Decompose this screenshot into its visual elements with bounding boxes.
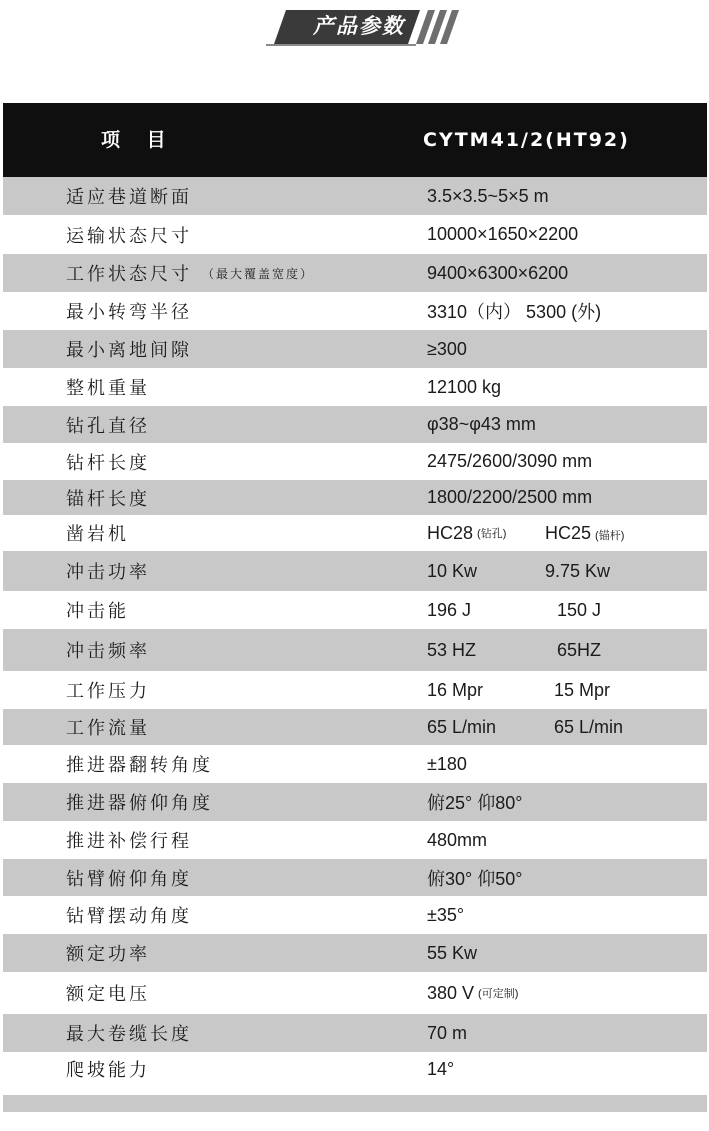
row-label: [66, 629, 150, 671]
row-value-secondary: [554, 680, 610, 701]
row-label-text: 凿岩机: [66, 524, 129, 545]
row-label-text: 最大卷缆长度: [66, 1024, 192, 1045]
table-row: [3, 368, 707, 406]
row-label-text: 额定电压: [66, 984, 150, 1005]
row-value: [427, 709, 624, 745]
row-label: [66, 177, 192, 215]
row-value-text: ±35°: [427, 904, 465, 925]
row-value-note: (钻孔): [477, 528, 507, 540]
row-value: [427, 330, 467, 368]
table-row: [3, 859, 707, 896]
row-value-secondary-text: 65HZ: [557, 639, 602, 660]
row-value-secondary: [557, 640, 601, 661]
row-value: [427, 934, 477, 972]
row-label: [66, 515, 129, 551]
row-value-text: 65 L/min: [427, 716, 497, 737]
table-row: [3, 406, 707, 443]
row-label-text: 推进器翻转角度: [66, 755, 213, 776]
row-value-secondary-note: (锚杆): [595, 529, 625, 542]
row-label-text: 冲击功率: [66, 562, 150, 583]
row-label-text: 额定功率: [66, 944, 150, 965]
table-row: [3, 896, 707, 934]
row-value-text: HC28: [427, 522, 474, 543]
row-value-text: 3.5×3.5~5×5 m: [427, 185, 549, 206]
row-value-text: 2475/2600/3090 mm: [427, 451, 593, 471]
row-label-text: 冲击能: [66, 601, 129, 622]
row-label: [66, 591, 129, 629]
column-header-model: CYTM41/2(HT92): [423, 129, 630, 151]
row-value: [427, 368, 501, 406]
spec-table: [3, 103, 707, 1086]
table-row: [3, 292, 707, 330]
row-label: [66, 1052, 150, 1086]
row-label-text: 最小转弯半径: [66, 302, 192, 323]
row-value-secondary: [554, 717, 623, 738]
row-value-text: 10000×1650×2200: [427, 224, 579, 244]
row-label: [66, 480, 150, 515]
row-value-secondary: [557, 600, 601, 621]
row-label-text: 钻臂摆动角度: [66, 906, 192, 927]
table-row: [3, 783, 707, 821]
table-row: [3, 591, 707, 629]
row-label: [66, 745, 213, 783]
row-label-text: 工作压力: [66, 681, 150, 702]
row-value-text: ±180: [427, 753, 467, 774]
row-label-text: 推进器俯仰角度: [66, 793, 213, 814]
row-value: [427, 821, 487, 859]
row-value: [427, 215, 578, 254]
section-title: 产品参数: [313, 14, 405, 38]
row-label-text: 钻臂俯仰角度: [66, 868, 192, 890]
table-row: [3, 480, 707, 515]
row-label-text: 工作流量: [66, 718, 150, 739]
row-value-text: 55 Kw: [427, 942, 478, 963]
row-label-text: 整机重量: [66, 378, 150, 399]
row-value: [427, 177, 549, 215]
row-label: [66, 254, 314, 292]
table-row: [3, 671, 707, 709]
row-label-text: 锚杆长度: [66, 488, 150, 510]
row-value-secondary: [545, 523, 624, 544]
table-row: [3, 177, 707, 215]
row-value: [427, 629, 602, 671]
row-label: [66, 972, 150, 1014]
row-label-text: 工作状态尺寸: [66, 264, 192, 285]
row-value-secondary-text: 65 L/min: [554, 716, 624, 737]
row-value: [427, 406, 536, 443]
table-row: [3, 515, 707, 551]
row-value-text: 3310（内） 5300 (外): [427, 302, 602, 322]
row-value-secondary-text: 9.75 Kw: [545, 560, 611, 581]
row-label: [66, 859, 192, 896]
row-value: [427, 591, 602, 629]
row-value-text: 俯25° 仰80°: [427, 793, 523, 813]
row-value-text: 53 HZ: [427, 639, 477, 660]
row-value-secondary: [545, 561, 610, 582]
row-value-text: 480mm: [427, 829, 488, 850]
row-label-text: 推进补偿行程: [66, 831, 192, 852]
row-value-secondary-text: 15 Mpr: [554, 679, 611, 700]
table-footer-bar: [3, 1095, 707, 1112]
row-value: [427, 783, 522, 821]
table-row: [3, 551, 707, 591]
row-value-text: 俯30° 仰50°: [427, 868, 523, 889]
row-value-text: 16 Mpr: [427, 679, 484, 700]
table-row: [3, 215, 707, 254]
row-value: [427, 551, 611, 591]
row-label-text: 钻孔直径: [66, 415, 150, 437]
row-label: [66, 443, 150, 480]
row-label: [66, 1014, 192, 1052]
table-row: [3, 709, 707, 745]
row-value-text: 196 J: [427, 599, 472, 620]
row-value-text: 12100 kg: [427, 376, 502, 397]
table-row: [3, 330, 707, 368]
row-label: [66, 551, 150, 591]
row-label: [66, 671, 150, 709]
table-row: [3, 821, 707, 859]
row-value-text: 1800/2200/2500 mm: [427, 487, 593, 507]
row-value: [427, 1014, 467, 1052]
row-value-secondary-text: 150 J: [557, 599, 602, 620]
row-value-secondary-text: HC25: [545, 522, 592, 543]
row-label: [66, 783, 213, 821]
row-label-text: 适应巷道断面: [66, 187, 192, 208]
row-label: [66, 292, 192, 330]
row-value-note: (可定制): [478, 988, 519, 1000]
row-value-text: φ38~φ43 mm: [427, 414, 536, 434]
row-value-text: 9400×6300×6200: [427, 262, 569, 283]
banner-underline: [266, 44, 416, 46]
table-row: [3, 629, 707, 671]
row-value: [427, 896, 464, 934]
row-value: [427, 254, 568, 292]
row-label: [66, 330, 192, 368]
table-row: [3, 745, 707, 783]
table-row: [3, 972, 707, 1014]
row-value-text: ≥300: [427, 338, 467, 359]
row-value: [427, 1052, 454, 1086]
row-value-text: 14°: [427, 1058, 455, 1079]
row-label-text: 最小离地间隙: [66, 340, 192, 361]
row-label: [66, 215, 192, 254]
row-value: [427, 745, 467, 783]
table-row: [3, 254, 707, 292]
row-value: [427, 972, 518, 1014]
table-body: [3, 177, 707, 1086]
row-value: [427, 859, 522, 896]
table-row: [3, 1052, 707, 1086]
row-label: [66, 368, 150, 406]
row-label: [66, 896, 192, 934]
row-value: [427, 671, 611, 709]
row-value: [427, 292, 601, 330]
row-label-text: 冲击频率: [66, 641, 150, 662]
row-label: [66, 934, 150, 972]
table-row: [3, 1014, 707, 1052]
row-label: [66, 406, 150, 443]
row-value: [427, 515, 625, 551]
table-row: [3, 443, 707, 480]
row-label-text: 钻杆长度: [66, 452, 150, 474]
row-label: [66, 709, 150, 745]
row-value-text: 70 m: [427, 1022, 468, 1043]
row-value-text: 380 V: [427, 982, 475, 1003]
row-value-text: 10 Kw: [427, 560, 478, 581]
row-label-note: （最大覆盖宽度）: [202, 266, 315, 281]
row-label-text: 运输状态尺寸: [66, 225, 192, 247]
table-header: [3, 103, 707, 177]
row-value: [427, 480, 592, 515]
row-label: [66, 821, 192, 859]
table-row: [3, 934, 707, 972]
column-header-item: 项 目: [101, 129, 176, 151]
row-value: [427, 443, 592, 480]
row-label-text: 爬坡能力: [66, 1060, 150, 1081]
